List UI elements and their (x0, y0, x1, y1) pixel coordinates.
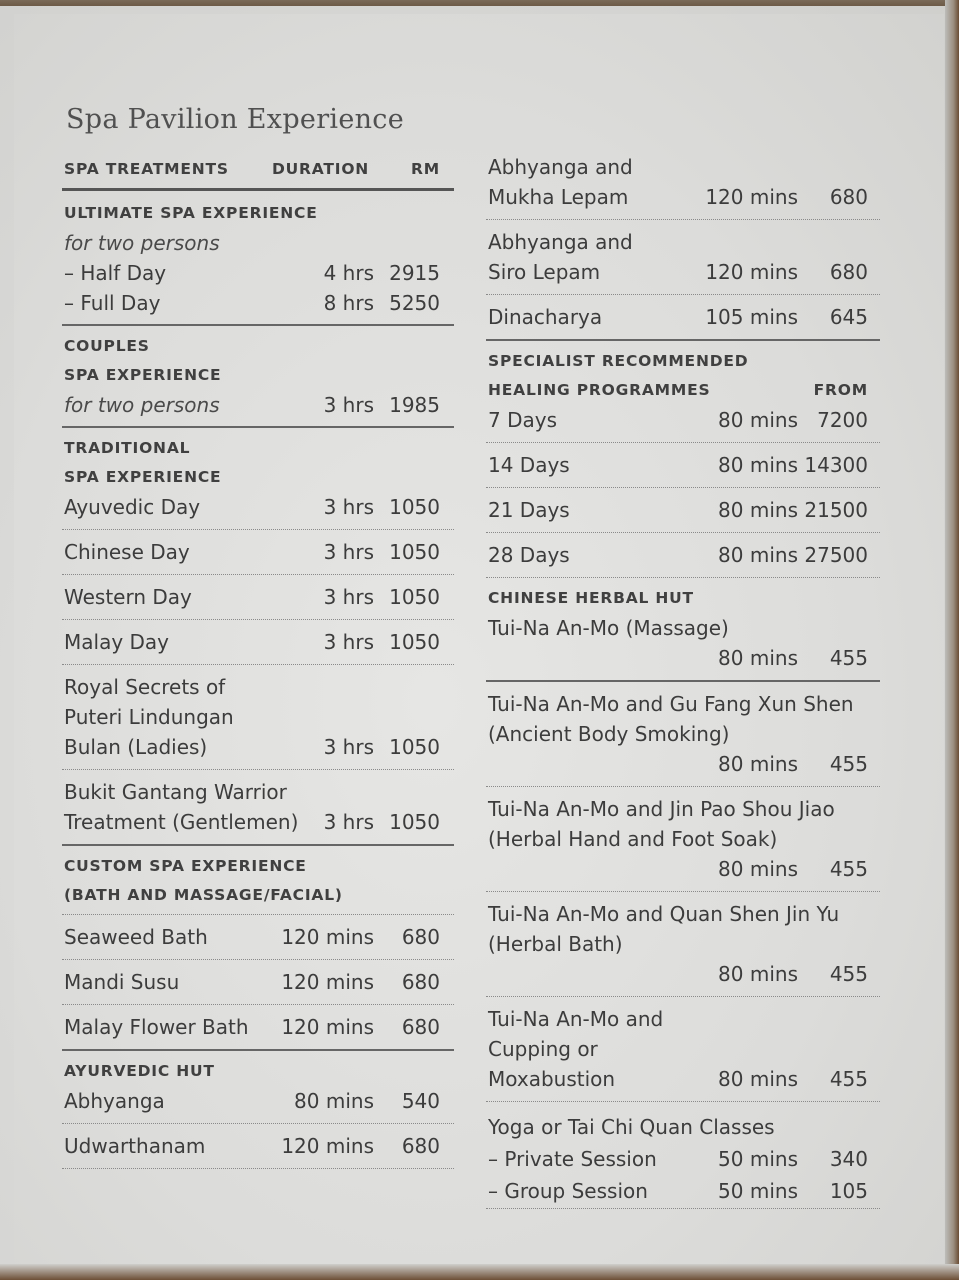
item-name (64, 672, 324, 762)
item-duration: 80 mins (718, 1067, 798, 1091)
item-name (64, 777, 324, 837)
couples-section (62, 326, 454, 428)
item-name (488, 227, 705, 287)
list-item (62, 258, 454, 288)
section-note: for two persons (64, 231, 220, 255)
section-heading: AYURVEDIC HUT (64, 1062, 215, 1080)
column-headers (62, 150, 454, 191)
item-duration: 80 mins (718, 646, 798, 670)
list-item (62, 620, 454, 665)
left-column (62, 150, 454, 1175)
list-item (62, 492, 454, 530)
item-price: 680 (401, 970, 440, 994)
list-item (486, 787, 880, 892)
item-price: 680 (401, 1015, 440, 1039)
item-name: 28 Days (488, 543, 570, 567)
list-item (62, 1124, 454, 1169)
item-price: 7200 (817, 408, 868, 432)
list-item (62, 915, 454, 960)
header-duration: DURATION (272, 160, 370, 178)
section-heading: SPA EXPERIENCE (64, 366, 222, 384)
section-heading: SPECIALIST RECOMMENDED (488, 352, 749, 370)
item-price: 1050 (389, 495, 440, 519)
list-item (62, 575, 454, 620)
item-price: 2915 (389, 261, 440, 285)
section-heading: Yoga or Tai Chi Quan Classes (488, 1115, 775, 1139)
item-name-line: Abhyanga and (488, 155, 633, 179)
item-duration: 80 mins (718, 498, 798, 522)
item-name: Mandi Susu (64, 970, 180, 994)
item-price: 680 (401, 1134, 440, 1158)
item-subtitle: (Ancient Body Smoking) (488, 722, 730, 746)
item-duration: 50 mins (718, 1179, 798, 1203)
item-name-line: Mukha Lepam (488, 185, 629, 209)
item-duration: 80 mins (718, 752, 798, 776)
item-name: – Group Session (488, 1179, 648, 1203)
section-heading: HEALING PROGRAMMES (488, 381, 711, 399)
item-values (488, 643, 880, 673)
item-duration: 120 mins (281, 970, 374, 994)
item-name: 7 Days (488, 408, 557, 432)
item-duration: 80 mins (294, 1089, 374, 1113)
traditional-section (62, 428, 454, 846)
item-duration: 50 mins (718, 1147, 798, 1171)
header-treatments: SPA TREATMENTS (64, 160, 229, 178)
list-item (486, 997, 880, 1102)
item-duration: 120 mins (705, 260, 798, 284)
item-name: Malay Day (64, 630, 170, 654)
item-name (488, 152, 705, 212)
item-duration: 3 hrs (323, 630, 374, 654)
page-title: Spa Pavilion Experience (66, 104, 405, 135)
list-item (486, 892, 880, 997)
chinese-section (486, 578, 880, 1102)
item-name: Ayuvedic Day (64, 495, 201, 519)
item-duration: 80 mins (718, 543, 798, 567)
item-price: 680 (401, 925, 440, 949)
item-name: Abhyanga (64, 1089, 165, 1113)
item-name-line: Puteri Lindungan (64, 705, 234, 729)
item-values (488, 959, 880, 989)
right-column (486, 150, 880, 1215)
item-name: – Half Day (64, 261, 167, 285)
item-name: Udwarthanam (64, 1134, 206, 1158)
item-duration: 120 mins (281, 1015, 374, 1039)
item-name: Seaweed Bath (64, 925, 208, 949)
list-item (486, 405, 880, 443)
item-price: 455 (829, 857, 868, 881)
item-duration: 8 hrs (323, 291, 374, 315)
item-name-line: Treatment (Gentlemen) (64, 810, 299, 834)
item-duration: 105 mins (705, 305, 798, 329)
item-name: 14 Days (488, 453, 570, 477)
list-item (62, 390, 454, 420)
section-heading: TRADITIONAL (64, 439, 191, 457)
section-heading: (BATH AND MASSAGE/FACIAL) (62, 881, 454, 915)
item-duration: 120 mins (281, 925, 374, 949)
list-item (486, 682, 880, 787)
list-item (62, 770, 454, 846)
item-duration: 3 hrs (323, 393, 374, 417)
list-item (486, 295, 880, 341)
list-item (62, 1086, 454, 1124)
ultimate-section (62, 191, 454, 326)
item-duration: 120 mins (281, 1134, 374, 1158)
item-duration: 3 hrs (323, 540, 374, 564)
item-price: 680 (829, 260, 868, 284)
item-duration: 80 mins (718, 857, 798, 881)
item-price: 21500 (804, 498, 868, 522)
item-price: 455 (829, 962, 868, 986)
item-name-line: Bukit Gantang Warrior (64, 780, 287, 804)
list-item (486, 150, 880, 220)
item-name: – Full Day (64, 291, 161, 315)
item-name-line: Tui-Na An-Mo and Cupping or (488, 1007, 664, 1061)
item-name-line: Moxabustion (488, 1067, 616, 1091)
item-price: 27500 (804, 543, 868, 567)
list-item (486, 220, 880, 295)
item-name-line: Royal Secrets of (64, 675, 226, 699)
item-name: Malay Flower Bath (64, 1015, 249, 1039)
list-item (62, 1005, 454, 1051)
section-heading-row (486, 376, 880, 405)
custom-section (62, 846, 454, 1051)
item-duration: 80 mins (718, 453, 798, 477)
item-price: 1050 (389, 540, 440, 564)
list-item (486, 533, 880, 578)
section-heading: CUSTOM SPA EXPERIENCE (64, 857, 307, 875)
item-price: 1050 (389, 735, 440, 759)
list-item (486, 1142, 880, 1174)
item-price: 680 (829, 185, 868, 209)
item-price: 340 (829, 1147, 868, 1171)
page-edge (945, 0, 959, 1280)
from-label: FROM (813, 381, 868, 399)
section-heading: ULTIMATE SPA EXPERIENCE (64, 204, 318, 222)
list-item (62, 665, 454, 770)
list-item (486, 613, 880, 682)
item-price: 645 (829, 305, 868, 329)
item-name: Tui-Na An-Mo (Massage) (488, 616, 729, 640)
table-surface (0, 1264, 959, 1280)
item-duration: 80 mins (718, 408, 798, 432)
item-name-line: Bulan (Ladies) (64, 735, 208, 759)
item-subtitle: (Herbal Bath) (488, 932, 623, 956)
section-heading: COUPLES (64, 337, 150, 355)
item-subtitle: (Herbal Hand and Foot Soak) (488, 827, 778, 851)
section-heading: CHINESE HERBAL HUT (488, 589, 694, 607)
specialist-section (486, 341, 880, 578)
item-price: 540 (401, 1089, 440, 1113)
item-duration: 80 mins (718, 962, 798, 986)
item-name (488, 1004, 718, 1094)
item-price: 1050 (389, 585, 440, 609)
item-price: 14300 (804, 453, 868, 477)
item-duration: 4 hrs (323, 261, 374, 285)
item-name: Western Day (64, 585, 192, 609)
item-duration: 120 mins (705, 185, 798, 209)
item-duration: 3 hrs (323, 585, 374, 609)
section-note: for two persons (64, 393, 220, 417)
item-values (488, 749, 880, 779)
list-item (486, 1174, 880, 1209)
item-name: Tui-Na An-Mo and Quan Shen Jin Yu (488, 902, 840, 926)
item-name-line: Siro Lepam (488, 260, 601, 284)
item-name-line: Abhyanga and (488, 230, 633, 254)
item-price: 455 (829, 646, 868, 670)
yoga-section (486, 1102, 880, 1215)
item-name: 21 Days (488, 498, 570, 522)
list-item (486, 443, 880, 488)
item-name: Chinese Day (64, 540, 190, 564)
list-item (486, 488, 880, 533)
item-price: 1050 (389, 630, 440, 654)
item-name: Dinacharya (488, 305, 603, 329)
item-name: Tui-Na An-Mo and Jin Pao Shou Jiao (488, 797, 835, 821)
header-rm: RM (411, 160, 440, 178)
item-name: – Private Session (488, 1147, 657, 1171)
item-price: 1985 (389, 393, 440, 417)
item-price: 455 (829, 1067, 868, 1091)
ayurvedic-section (62, 1051, 454, 1175)
list-item (62, 530, 454, 575)
item-price: 105 (829, 1179, 868, 1203)
item-price: 455 (829, 752, 868, 776)
section-heading: SPA EXPERIENCE (64, 468, 222, 486)
item-values (488, 854, 880, 884)
item-duration: 3 hrs (323, 495, 374, 519)
list-item (62, 960, 454, 1005)
item-duration: 3 hrs (323, 735, 374, 759)
list-item (62, 288, 454, 318)
item-name: Tui-Na An-Mo and Gu Fang Xun Shen (488, 692, 854, 716)
item-duration: 3 hrs (323, 810, 374, 834)
item-price: 1050 (389, 810, 440, 834)
item-price: 5250 (389, 291, 440, 315)
